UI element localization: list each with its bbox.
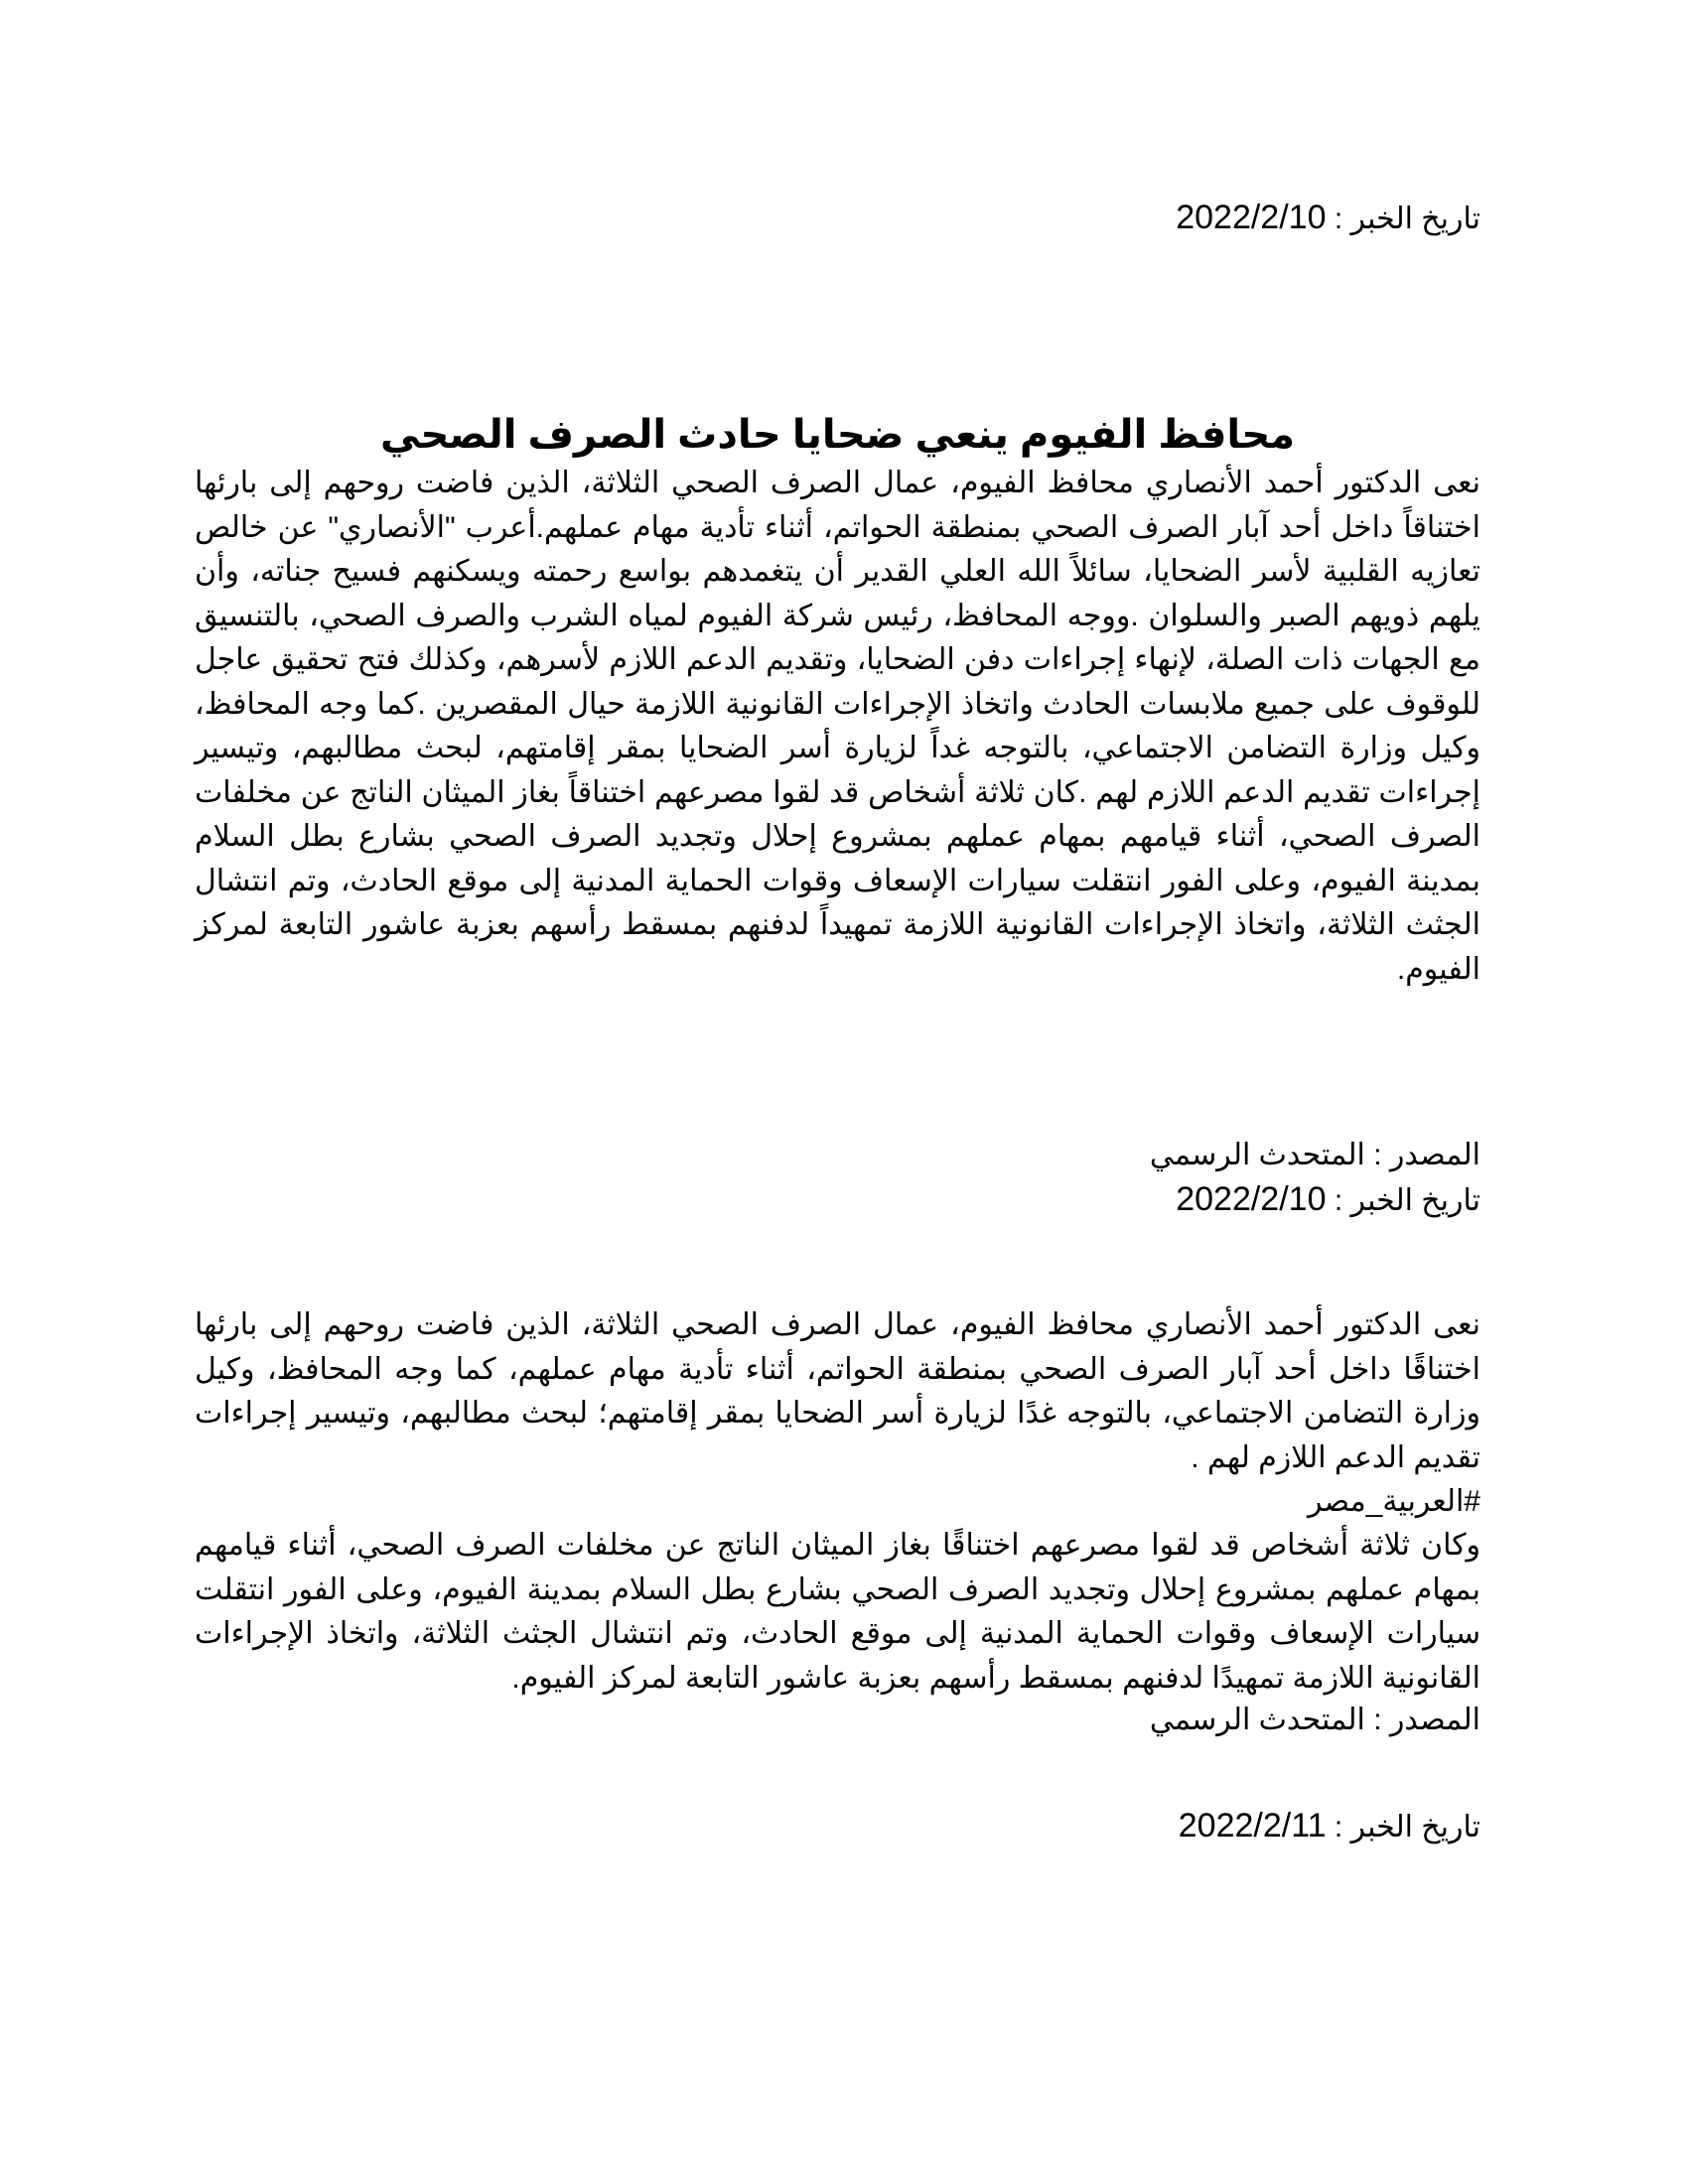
article-2-source-separator: : [1373,1704,1382,1736]
footer-date-separator: : [1334,1811,1343,1843]
footer-date-line [195,1806,1480,1847]
news-date-value: 2022/2/10 [1176,199,1327,236]
footer-date-label: تاريخ الخبر [1350,1811,1480,1843]
article-1-source-line [195,1136,1480,1175]
hashtag-link[interactable]: #العربية_مصر [1308,1485,1480,1518]
article-1-body-block [195,462,1480,992]
article-headline: محافظ الفيوم ينعي ضحايا حادث الصرف الصحي [380,413,1295,457]
article-1-date-label: تاريخ الخبر [1350,1184,1480,1217]
news-date-label: تاريخ الخبر [1350,203,1480,235]
article-2-source-line [195,1701,1480,1740]
article-2-body-part-2: وكان ثلاثة أشخاص قد لقوا مصرعهم اختناقًا بغاز الميثان الناتج عن مخلفات الصرف الصحي، أثناء قيامهم بمهام عملهم بمشروع إحلال وتجديد الصرف الصحي بشارع بطل السلام بمدينة الفيوم، وعلى الفور انتقلت سيارات الإسعاف وقوات الحماية المدنية إلى موقع الحادث، وتم انتشال الجثث الثلاثة، واتخاذ الإجراءات القانونية اللازمة تمهيدًا لدفنهم بمسقط رأسهم بعزبة عاشور التابعة لمركز الفيوم. [195,1529,1480,1695]
source-value: المتحدث الرسمي [1149,1139,1365,1171]
article-1-date-line [195,1179,1480,1221]
article-2-source-value: المتحدث الرسمي [1149,1704,1365,1736]
article-1-date-separator: : [1334,1184,1343,1217]
footer-date-value: 2022/2/11 [1178,1807,1327,1844]
source-label: المصدر [1389,1139,1480,1171]
article-1-body: نعى الدكتور أحمد الأنصاري محافظ الفيوم، عمال الصرف الصحي الثلاثة، الذين فاضت روحهم إلى بارئها اختناقاً داخل أحد آبار الصرف الصحي بمنطقة الحواتم، أثناء تأدية مهام عملهم.أعرب "الأنصاري" عن خالص تعازيه القلبية لأسر الضحايا، سائلاً الله العلي القدير أن يتغمدهم بواسع رحمته ويسكنهم فسيح جناته، وأن يلهم ذويهم الصبر والسلوان .ووجه المحافظ، رئيس شركة الفيوم لمياه الشرب والصرف الصحي، بالتنسيق مع الجهات ذات الصلة، لإنهاء إجراءات دفن الضحايا، وتقديم الدعم اللازم لأسرهم، وكذلك فتح تحقيق عاجل للوقوف على جميع ملابسات الحادث واتخاذ الإجراءات القانونية اللازمة حيال المقصرين .كما وجه المحافظ، وكيل وزارة التضامن الاجتماعي، بالتوجه غداً لزيارة أسر الضحايا بمقر إقامتهم، لبحث مطالبهم، وتيسير إجراءات تقديم الدعم اللازم لهم .كان ثلاثة أشخاص قد لقوا مصرعهم اختناقاً بغاز الميثان الناتج عن مخلفات الصرف الصحي، أثناء قيامهم بمهام عملهم بمشروع إحلال وتجديد الصرف الصحي بشارع بطل السلام بمدينة الفيوم، وعلى الفور انتقلت سيارات الإسعاف وقوات الحماية المدنية إلى موقع الحادث، وتم انتشال الجثث الثلاثة، واتخاذ الإجراءات القانونية اللازمة تمهيداً لدفنهم بمسقط رأسهم بعزبة عاشور التابعة لمركز الفيوم. [195,467,1480,986]
article-2-body-part-1: نعى الدكتور أحمد الأنصاري محافظ الفيوم، عمال الصرف الصحي الثلاثة، الذين فاضت روحهم إلى بارئها اختناقًا داخل أحد آبار الصرف الصحي بمنطقة الحواتم، أثناء تأدية مهام عملهم، كما وجه المحافظ، وكيل وزارة التضامن الاجتماعي، بالتوجه غدًا لزيارة أسر الضحايا بمقر إقامتهم؛ لبحث مطالبهم، وتيسير إجراءات تقديم الدعم اللازم لهم . [195,1308,1480,1474]
source-separator: : [1373,1139,1382,1171]
news-date-separator: : [1334,203,1343,235]
news-date-line [195,198,1480,239]
article-1-date-value: 2022/2/10 [1176,1180,1327,1218]
article-2-block [195,1303,1480,1740]
article-2-source-label: المصدر [1389,1704,1480,1736]
